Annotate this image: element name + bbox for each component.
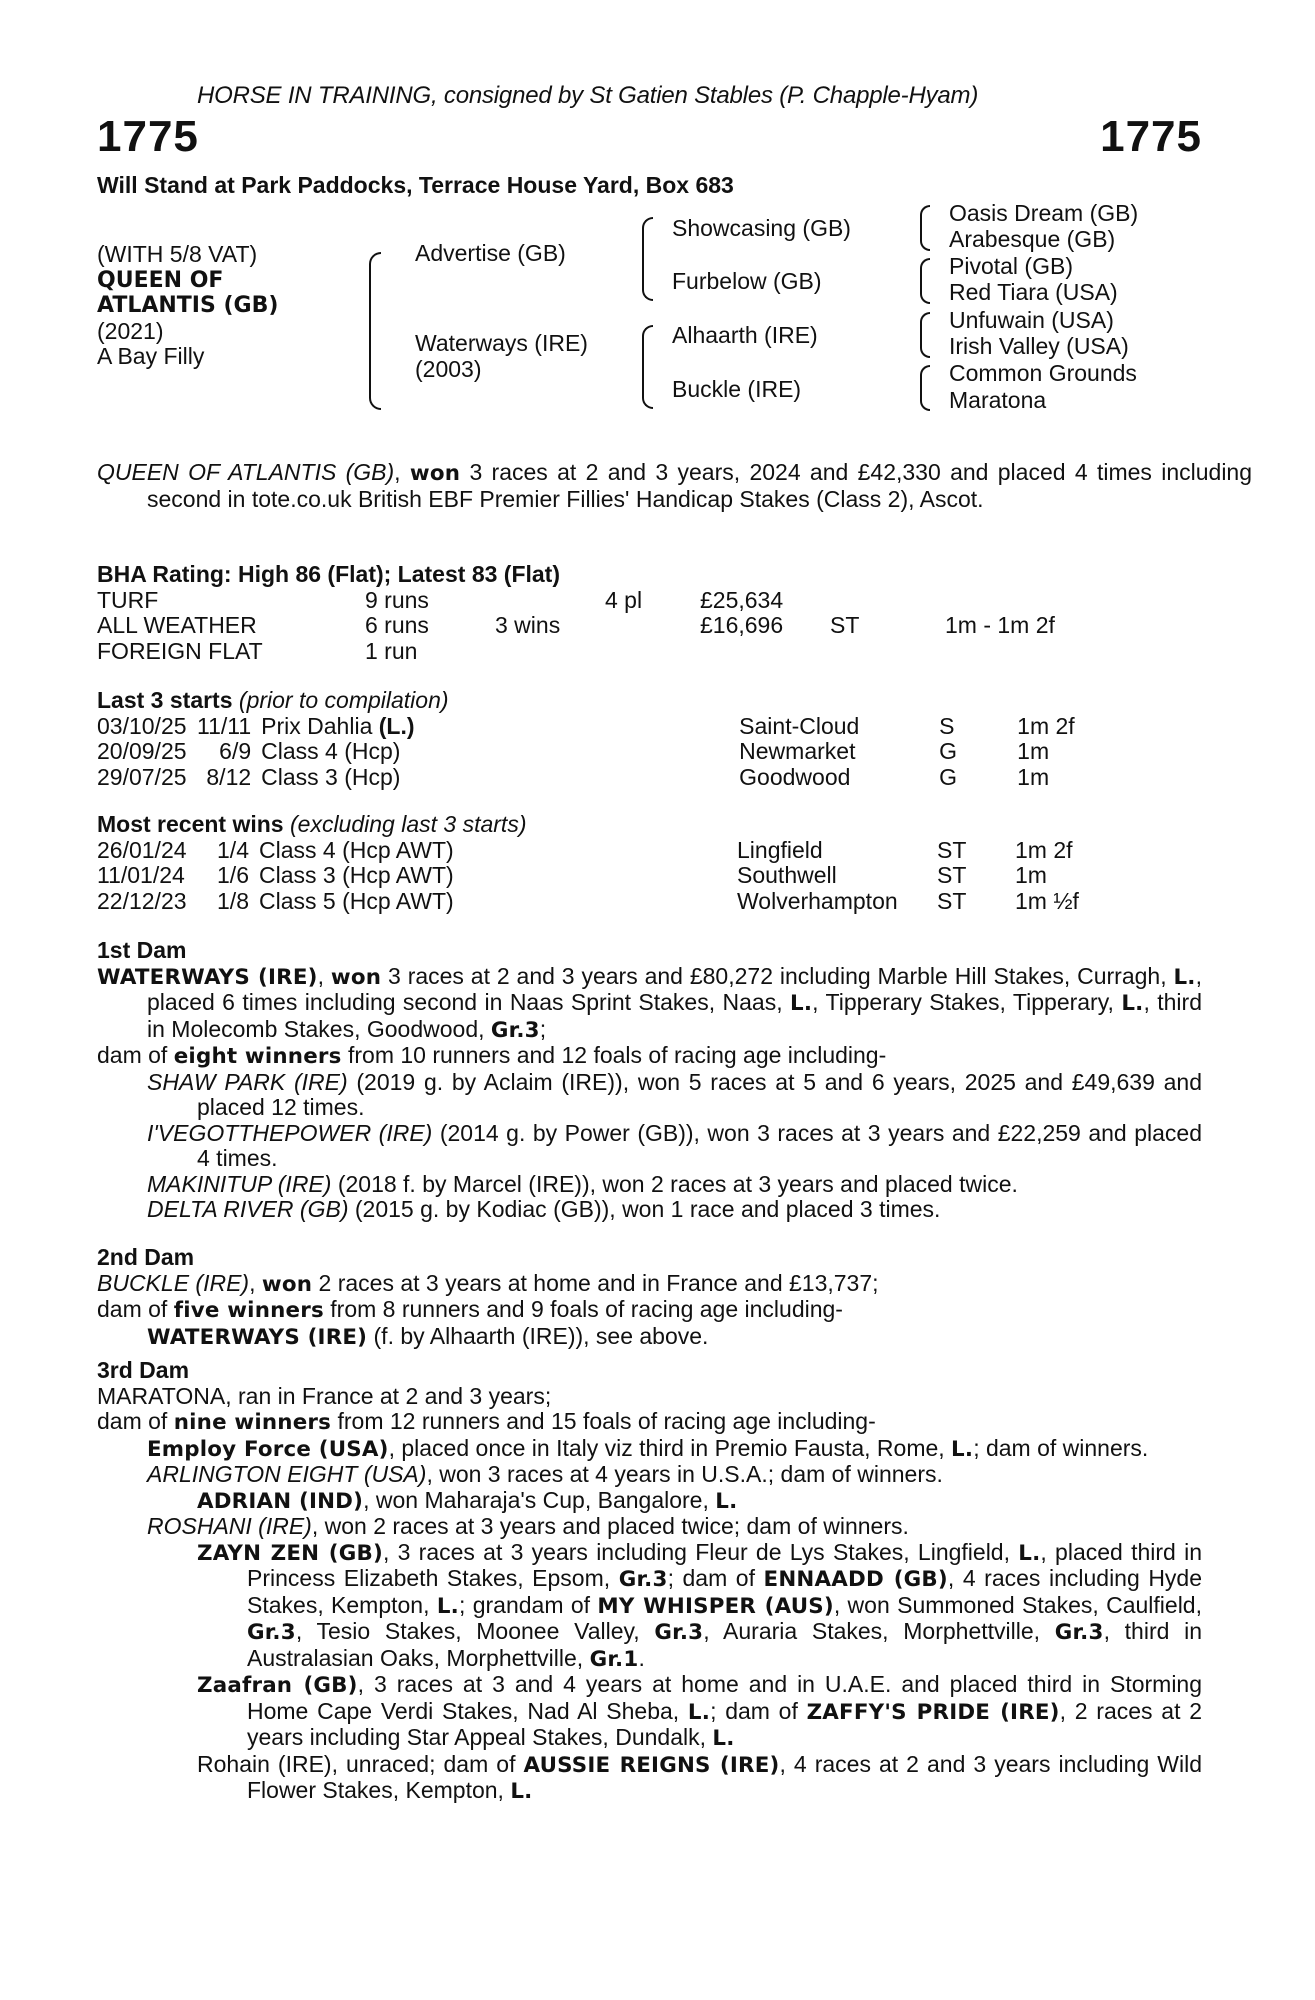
course: Saint-Cloud — [739, 712, 860, 739]
progeny-name: Zaafran (GB) — [197, 1673, 358, 1698]
race: Class 3 (Hcp) — [261, 763, 401, 790]
brace-dam — [642, 325, 653, 409]
progeny-name: MAKINITUP (IRE) — [147, 1170, 332, 1197]
dam-dam: Buckle (IRE) — [672, 376, 802, 402]
text: , Auraria Stakes, Morphettville, — [703, 1618, 1055, 1644]
progeny-name: ENNAADD (GB) — [763, 1567, 948, 1592]
start-row — [97, 714, 1075, 740]
earnings: £16,696 — [700, 612, 784, 638]
second-dam-heading: 2nd Dam — [97, 1244, 195, 1270]
progeny-name: Employ Force (USA) — [147, 1436, 389, 1462]
g3-ancestor: Pivotal (GB) — [949, 253, 1073, 279]
progeny-name: AUSSIE REIGNS (IRE) — [523, 1752, 780, 1778]
date: 29/07/25 — [97, 763, 187, 790]
text: ; grandam of — [458, 1591, 598, 1618]
distance: 1m 2f — [1017, 712, 1075, 739]
text: from 8 runners and 9 foals of racing age including- — [323, 1296, 843, 1322]
race: Class 4 (Hcp AWT) — [259, 836, 454, 863]
rating-row — [97, 639, 1055, 665]
course: Goodwood — [739, 763, 851, 790]
third-dam-record: MARATONA, ran in France at 2 and 3 years; — [97, 1382, 552, 1409]
progeny-item — [97, 1436, 1202, 1463]
progeny-text: (2018 f. by Marcel (IRE)), won 2 races at 3 years and placed twice. — [331, 1170, 1018, 1197]
group-tag: Gr.3 — [247, 1620, 296, 1645]
lot-number-right: 1775 — [1100, 112, 1202, 161]
text: , placed once in Italy viz third in Premio Fausta, Rome, — [388, 1434, 952, 1461]
summary-text: 3 races at 2 and 3 years, 2024 and £42,330 and placed 4 times including second in tote.co.uk British EBF Premier Fillies' Handicap Stakes (Class 2), Ascot. — [147, 459, 1253, 512]
text: 2 races at 3 years at home and in France and £13,737; — [312, 1269, 879, 1296]
progeny-name: ZAYN ZEN (GB) — [197, 1540, 383, 1566]
stand-location: Will Stand at Park Paddocks, Terrace House Yard, Box 683 — [97, 172, 734, 198]
brace-gen1 — [369, 252, 381, 410]
distance — [945, 639, 1055, 665]
progeny-name: ROSHANI (IRE) — [147, 1513, 312, 1539]
race: Prix Dahlia — [261, 712, 379, 739]
position: 1/6 — [217, 862, 249, 888]
text: , placed third in Princess Elizabeth Stakes, Epsom, — [247, 1538, 1202, 1591]
runs: 1 run — [365, 637, 418, 664]
listed-tag: L. — [790, 991, 813, 1016]
grand-progeny-item: ZAYN ZEN (GB), 3 races at 3 years including Fleur de Lys Stakes, Lingfield, L., placed third in Princess Elizabeth Stakes, Epsom, Gr.3; dam of ENNAADD (GB), 4 races including Hyde Stakes, Kempton, L.; grandam of MY WHISPER (AUS), won Summoned Stakes, Caulfield, Gr.3, Tesio Stakes, Moonee Valley, Gr.3, Auraria Stakes, Morphettville, Gr.3, third in Australasian Oaks, Morphettville, Gr.1. — [197, 1538, 1203, 1672]
listed-tag: (L.) — [378, 712, 415, 739]
position: 1/4 — [217, 836, 249, 863]
listed-tag: L. — [1121, 991, 1144, 1016]
consignment-line: HORSE IN TRAINING, consigned by St Gatien Stables (P. Chapple-Hyam) — [197, 82, 979, 109]
going: ST — [937, 862, 967, 888]
text: ; — [539, 1015, 547, 1042]
last-starts-title: Last 3 starts — [97, 687, 233, 713]
text: ; dam of winners. — [973, 1434, 1149, 1461]
horse-description: A Bay Filly — [97, 343, 205, 369]
text: 3 races at 2 and 3 years and £80,272 including Marble Hill Stakes, Curragh, — [381, 962, 1174, 989]
group-tag: Gr.3 — [1054, 1620, 1104, 1645]
surface: FOREIGN FLAT — [97, 637, 263, 664]
third-dam-produce — [97, 1409, 1202, 1436]
going: G — [939, 763, 958, 790]
text: dam of — [97, 1042, 174, 1068]
distance: 1m ½f — [1015, 887, 1079, 914]
won-label: won — [261, 1271, 313, 1297]
winners-count: nine winners — [173, 1410, 332, 1435]
second-dam-record: BUCKLE (IRE), won 2 races at 3 years at home and in France and £13,737; — [97, 1269, 879, 1297]
listed-tag: L. — [951, 1436, 974, 1462]
progeny-item — [97, 1070, 1202, 1121]
winners-count: eight winners — [173, 1044, 342, 1069]
grand-progeny-item — [97, 1672, 1202, 1752]
win-row — [97, 838, 1079, 864]
g3-ancestor: Irish Valley (USA) — [949, 333, 1129, 359]
distance: 1m 2f — [1015, 836, 1073, 863]
rating-title: BHA Rating: High 86 (Flat); Latest 83 (Flat) — [97, 561, 560, 587]
sire: Advertise (GB) — [415, 240, 566, 266]
race: Class 4 (Hcp) — [261, 738, 401, 764]
progeny-name: ARLINGTON EIGHT (USA) — [147, 1461, 427, 1487]
going: ST — [937, 887, 967, 914]
summary-horse-name: QUEEN OF ATLANTIS (GB) — [97, 459, 395, 485]
distance: 1m — [1017, 738, 1050, 764]
progeny-text: (2014 g. by Power (GB)), won 3 races at 3 years and £22,259 and placed 4 times. — [197, 1119, 1202, 1171]
vat-note: (WITH 5/8 VAT) — [97, 241, 258, 267]
going — [830, 639, 945, 665]
third-dam-heading: 3rd Dam — [97, 1357, 190, 1383]
text: from 12 runners and 15 foals of racing age including- — [331, 1408, 876, 1434]
race-summary: QUEEN OF ATLANTIS (GB), won 3 races at 2 and 3 years, 2024 and £42,330 and placed 4 times including second in tote.co.uk British EBF Premier Fillies' Handicap Stakes (Class 2), Ascot. — [97, 459, 1253, 512]
wins: 3 wins — [495, 612, 561, 638]
text: , third in Australasian Oaks, Morphettville, — [247, 1618, 1202, 1671]
text: , Tesio Stakes, Moonee Valley, — [295, 1618, 655, 1644]
g3-ancestor: Unfuwain (USA) — [949, 307, 1114, 333]
race: Class 3 (Hcp AWT) — [259, 862, 454, 888]
wins — [495, 588, 605, 614]
horse-name-line1: QUEEN OF — [97, 267, 224, 293]
going — [830, 588, 945, 614]
g3-ancestor: Oasis Dream (GB) — [949, 200, 1139, 226]
text: Rohain (IRE), unraced; dam of — [197, 1750, 524, 1777]
date: 20/09/25 — [97, 738, 187, 764]
listed-tag: L. — [1173, 964, 1196, 990]
text: , won Summoned Stakes, Caulfield, — [833, 1591, 1202, 1618]
recent-wins-note: (excluding last 3 starts) — [290, 811, 527, 837]
won-label: won — [409, 461, 461, 486]
win-row — [97, 889, 1079, 915]
g3-ancestor: Arabesque (GB) — [949, 226, 1116, 252]
group-tag: Gr.1 — [589, 1646, 639, 1672]
earnings — [700, 639, 830, 665]
listed-tag: L. — [687, 1699, 711, 1725]
text: , 3 races at 3 years including Fleur de Lys Stakes, Lingfield, — [382, 1538, 1019, 1565]
first-dam-section — [97, 938, 1202, 1223]
sire-dam: Furbelow (GB) — [672, 268, 822, 294]
listed-tag: L. — [1018, 1540, 1041, 1566]
listed-tag: L. — [712, 1726, 735, 1751]
start-row — [97, 765, 1075, 791]
text: dam of — [97, 1408, 174, 1434]
text: , placed 6 times including second in Naas Sprint Stakes, Naas, — [147, 962, 1203, 1015]
position: 6/9 — [219, 738, 252, 764]
progeny-name: DELTA RIVER (GB) — [147, 1196, 349, 1222]
horse-name-line2: ATLANTIS (GB) — [97, 293, 279, 318]
runs: 9 runs — [365, 586, 429, 613]
position: 8/12 — [206, 763, 252, 790]
distance — [945, 588, 1055, 614]
dam-sire: Alhaarth (IRE) — [672, 322, 818, 348]
grand-progeny-item — [97, 1488, 1202, 1515]
progeny-item — [97, 1462, 1202, 1488]
second-dam-produce — [97, 1297, 1202, 1324]
win-row — [97, 863, 1079, 889]
group-tag: Gr.3 — [490, 1017, 540, 1043]
dam-name: BUCKLE (IRE) — [97, 1269, 250, 1296]
sire-sire: Showcasing (GB) — [672, 215, 851, 241]
won-label: won — [330, 964, 382, 990]
last-starts-section — [97, 688, 1202, 790]
text: , won Maharaja's Cup, Bangalore, — [363, 1486, 716, 1513]
start-row — [97, 739, 1075, 765]
going: ST — [937, 836, 967, 863]
recent-wins-title: Most recent wins — [97, 811, 284, 837]
wins — [495, 639, 605, 665]
rating-section — [97, 562, 1202, 664]
progeny-text: (f. by Alhaarth (IRE)), see above. — [367, 1322, 709, 1349]
placed — [605, 613, 700, 639]
g3-ancestor: Common Grounds — [949, 360, 1137, 386]
date: 03/10/25 — [97, 712, 187, 739]
distance: 1m - 1m 2f — [945, 612, 1055, 638]
date: 11/01/24 — [97, 862, 185, 888]
grand-progeny-item — [97, 1752, 1202, 1805]
date: 26/01/24 — [97, 836, 187, 863]
text: ; dam of — [710, 1697, 807, 1724]
first-dam-heading: 1st Dam — [97, 937, 187, 963]
text: ; dam of — [667, 1565, 764, 1591]
first-dam-produce — [97, 1043, 1202, 1070]
recent-wins-section — [97, 812, 1202, 914]
surface: ALL WEATHER — [97, 612, 257, 638]
last-starts-table — [97, 714, 1075, 791]
recent-wins-table — [97, 838, 1079, 915]
distance: 1m — [1017, 763, 1050, 790]
position: 1/8 — [217, 887, 249, 914]
going: ST — [830, 612, 860, 638]
dam-name: WATERWAYS (IRE) — [97, 964, 318, 990]
text: , 4 races including Hyde Stakes, Kempton, — [247, 1565, 1203, 1618]
text: , Tipperary Stakes, Tipperary, — [812, 989, 1122, 1015]
course: Lingfield — [737, 836, 823, 863]
listed-tag: L. — [510, 1779, 533, 1804]
progeny-text: (2019 g. by Aclaim (IRE)), won 5 races at 5 and 6 years, 2025 and £49,639 and placed 12 times. — [197, 1068, 1203, 1120]
course: Wolverhampton — [737, 887, 898, 914]
text: , third in Molecomb Stakes, Goodwood, — [147, 989, 1202, 1042]
progeny-name: WATERWAYS (IRE) — [147, 1324, 368, 1350]
runs: 6 runs — [365, 612, 429, 638]
brace-g3-3 — [920, 312, 930, 358]
second-dam-section — [97, 1245, 1202, 1350]
progeny-item — [97, 1121, 1202, 1172]
text: , won 3 races at 4 years in U.S.A.; dam of winners. — [426, 1461, 943, 1487]
rating-row — [97, 613, 1055, 639]
race: Class 5 (Hcp AWT) — [259, 887, 454, 914]
listed-tag: L. — [715, 1488, 738, 1514]
progeny-name: I'VEGOTTHEPOWER (IRE) — [147, 1119, 433, 1146]
third-dam-section — [97, 1358, 1202, 1805]
brace-g3-2 — [920, 258, 930, 304]
distance: 1m — [1015, 862, 1047, 888]
group-tag: Gr.3 — [654, 1620, 704, 1645]
dam: Waterways (IRE) — [415, 330, 588, 356]
earnings: £25,634 — [700, 586, 784, 613]
surface: TURF — [97, 586, 159, 613]
course: Newmarket — [739, 738, 856, 764]
pedigree-table — [97, 200, 1202, 420]
text: , 4 races at 2 and 3 years including Wild Flower Stakes, Kempton, — [247, 1750, 1202, 1803]
brace-sire — [642, 217, 653, 301]
lot-number-left: 1775 — [97, 112, 199, 161]
winners-count: five winners — [173, 1298, 324, 1323]
group-tag: Gr.3 — [618, 1567, 668, 1592]
text: , 3 races at 3 and 4 years at home and in U.A.E. and placed third in Storming Home Cape Verdi Stakes, Nad Al Sheba, — [247, 1671, 1203, 1724]
text: , won 2 races at 3 years and placed twice; dam of winners. — [311, 1513, 909, 1539]
text: dam of — [97, 1296, 174, 1322]
g3-ancestor: Red Tiara (USA) — [949, 279, 1118, 305]
progeny-name: ZAFFY'S PRIDE (IRE) — [806, 1699, 1060, 1725]
progeny-item — [97, 1514, 1202, 1540]
horse-identity — [97, 242, 278, 370]
progeny-name: MY WHISPER (AUS) — [597, 1593, 834, 1619]
text: , 2 races at 2 years including Star Appeal Stakes, Dundalk, — [247, 1697, 1203, 1750]
progeny-name: ADRIAN (IND) — [197, 1488, 364, 1514]
last-starts-note: (prior to compilation) — [238, 687, 449, 713]
progeny-name: SHAW PARK (IRE) — [147, 1068, 348, 1095]
brace-g3-4 — [920, 365, 930, 411]
progeny-item — [97, 1324, 1202, 1351]
position: 11/11 — [197, 712, 252, 739]
going: G — [939, 738, 958, 764]
progeny-item — [97, 1197, 1202, 1223]
g3-ancestor: Maratona — [949, 387, 1047, 413]
dam-year: (2003) — [415, 356, 482, 382]
foaling-year: (2021) — [97, 317, 164, 344]
placed — [605, 639, 700, 665]
rating-row — [97, 588, 1055, 614]
course: Southwell — [737, 862, 837, 888]
going: S — [939, 712, 955, 739]
progeny-item — [97, 1172, 1202, 1198]
date: 22/12/23 — [97, 887, 187, 914]
placed: 4 pl — [605, 586, 643, 613]
progeny-text: (2015 g. by Kodiac (GB)), won 1 race and placed 3 times. — [348, 1196, 941, 1222]
rating-table — [97, 588, 1055, 665]
listed-tag: L. — [436, 1593, 459, 1619]
brace-g3-1 — [920, 205, 930, 251]
first-dam-record: WATERWAYS (IRE), won 3 races at 2 and 3 years and £80,272 including Marble Hill Stakes, Curragh, L., placed 6 times including second in Naas Sprint Stakes, Naas, L., Tipperary Stakes, Tipperary, L., third in Molecomb Stakes, Goodwood, Gr.3; — [97, 962, 1203, 1043]
text: from 10 runners and 12 foals of racing age including- — [341, 1042, 887, 1068]
